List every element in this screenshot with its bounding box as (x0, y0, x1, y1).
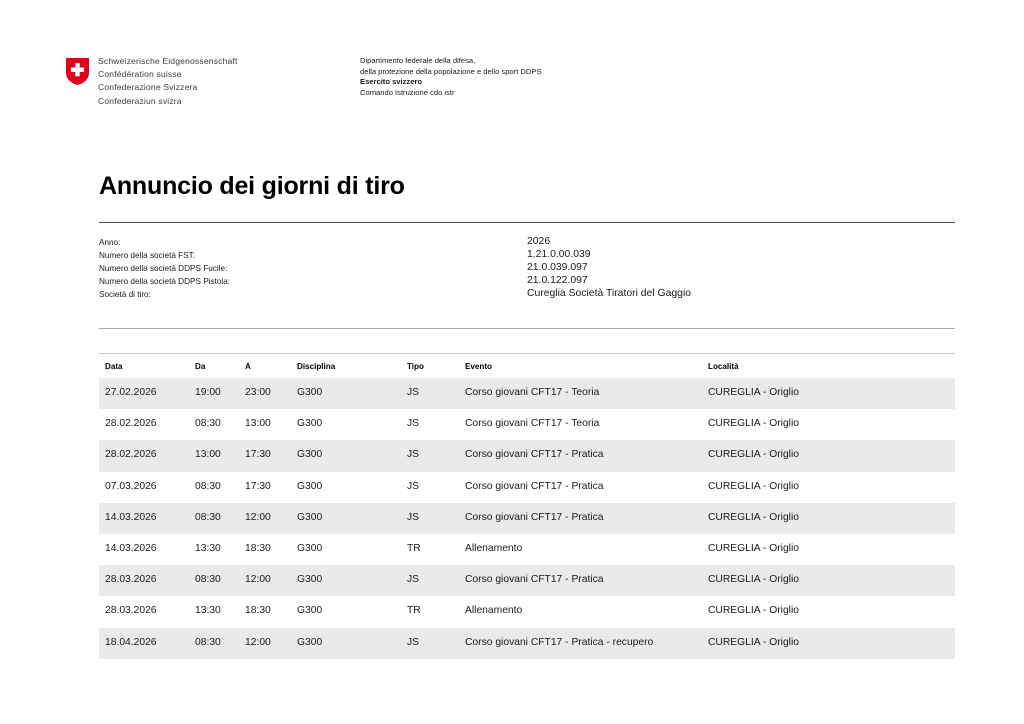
divider-bottom (99, 328, 955, 329)
cell-da: 19:00 (195, 387, 221, 398)
society-info-block (99, 236, 955, 301)
column-header-a: A (245, 362, 251, 371)
cell-evento: Corso giovani CFT17 - Pratica - recupero (465, 636, 654, 648)
confed-name-rm: Confederaziun svizra (98, 95, 182, 106)
meta-row (99, 288, 955, 301)
cell-tipo: JS (407, 418, 420, 430)
column-header-data: Data (105, 362, 123, 371)
meta-value-numero-ddps-fucile: 21.0.039.097 (527, 262, 588, 273)
cell-disciplina: G300 (297, 636, 323, 648)
confederation-names (98, 55, 238, 108)
cell-disciplina: G300 (297, 387, 323, 398)
cell-evento: Corso giovani CFT17 - Pratica (465, 574, 604, 586)
cell-tipo: JS (407, 387, 420, 398)
cell-disciplina: G300 (297, 542, 323, 554)
cell-a: 18:30 (245, 605, 271, 617)
cell-da: 08:30 (195, 636, 221, 648)
department-line-2: della protezione della popolazione e dello sport DDPS (360, 66, 542, 76)
cell-localita: CUREGLIA - Origlio (708, 449, 799, 461)
cell-da: 13:30 (195, 605, 221, 617)
cell-localita: CUREGLIA - Origlio (708, 636, 799, 648)
cell-da: 08:30 (195, 418, 221, 430)
meta-label-numero-ddps-pistola: Numero della società DDPS Pistola: (99, 277, 231, 286)
meta-label-numero-ddps-fucile: Numero della società DDPS Fucile: (99, 264, 228, 273)
cell-disciplina: G300 (297, 480, 323, 492)
cell-localita: CUREGLIA - Origlio (708, 418, 799, 430)
department-line-1: Dipartimento federale della difesa, (360, 56, 476, 65)
cell-data: 28.03.2026 (105, 574, 157, 586)
cell-a: 12:00 (245, 636, 271, 648)
confed-name-it: Confederazione Svizzera (98, 82, 198, 93)
department-line-4: Comando Istruzione cdo istr (360, 88, 455, 98)
table-row (99, 503, 955, 534)
cell-data: 27.02.2026 (105, 387, 157, 398)
cell-evento: Corso giovani CFT17 - Teoria (465, 418, 600, 430)
cell-a: 17:30 (245, 449, 271, 461)
table-row (99, 472, 955, 503)
cell-tipo: JS (407, 449, 420, 461)
cell-evento: Corso giovani CFT17 - Teoria (465, 387, 600, 398)
cell-tipo: TR (407, 605, 421, 617)
column-header-disciplina: Disciplina (297, 362, 336, 371)
table-row (99, 534, 955, 565)
table-row (99, 628, 955, 659)
cell-disciplina: G300 (297, 574, 323, 586)
cell-a: 18:30 (245, 542, 271, 554)
cell-da: 13:30 (195, 542, 221, 554)
letterhead (66, 55, 946, 115)
divider-top (99, 222, 955, 223)
cell-evento: Corso giovani CFT17 - Pratica (465, 480, 604, 492)
table-row (99, 565, 955, 596)
cell-data: 28.03.2026 (105, 605, 157, 617)
cell-evento: Allenamento (465, 605, 523, 617)
table-row (99, 409, 955, 440)
cell-data: 28.02.2026 (105, 449, 157, 461)
table-header-row (99, 353, 955, 378)
meta-value-numero-fst: 1.21.0.00.039 (527, 249, 591, 260)
swiss-coat-of-arms-icon (66, 58, 89, 85)
cell-data: 07.03.2026 (105, 480, 157, 492)
cell-a: 12:00 (245, 574, 271, 586)
cell-localita: CUREGLIA - Origlio (708, 511, 799, 523)
table-row (99, 440, 955, 471)
page-title: Annuncio dei giorni di tiro (99, 172, 405, 200)
cell-localita: CUREGLIA - Origlio (708, 542, 799, 554)
cell-localita: CUREGLIA - Origlio (708, 480, 799, 492)
meta-label-societa-di-tiro: Società di tiro: (99, 290, 151, 299)
table-row (99, 596, 955, 627)
confed-name-fr: Confédération suisse (98, 69, 182, 80)
cell-disciplina: G300 (297, 511, 323, 523)
cell-tipo: JS (407, 480, 420, 492)
meta-value-societa-di-tiro: Cureglia Società Tiratori del Gaggio (527, 288, 692, 299)
cell-a: 13:00 (245, 418, 271, 430)
cell-localita: CUREGLIA - Origlio (708, 574, 799, 586)
cell-da: 08:30 (195, 574, 221, 586)
table-row (99, 378, 955, 409)
shooting-days-table (99, 353, 955, 659)
cell-evento: Corso giovani CFT17 - Pratica (465, 511, 604, 523)
cell-disciplina: G300 (297, 418, 323, 430)
cell-a: 12:00 (245, 511, 271, 523)
department-line-3: Esercito svizzero (360, 77, 423, 87)
cell-evento: Allenamento (465, 542, 523, 554)
cell-disciplina: G300 (297, 605, 323, 617)
column-header-localita: Località (708, 362, 739, 371)
cell-data: 14.03.2026 (105, 511, 157, 523)
cell-a: 23:00 (245, 387, 271, 398)
meta-label-numero-fst: Numero della società FST: (99, 251, 196, 260)
cell-localita: CUREGLIA - Origlio (708, 387, 799, 398)
cell-data: 28.02.2026 (105, 418, 157, 430)
cell-tipo: JS (407, 636, 420, 648)
cell-evento: Corso giovani CFT17 - Pratica (465, 449, 604, 461)
cell-da: 13:00 (195, 449, 221, 461)
cell-da: 08:30 (195, 480, 221, 492)
meta-label-anno: Anno: (99, 238, 121, 247)
cell-tipo: JS (407, 511, 420, 523)
meta-value-numero-ddps-pistola: 21.0.122.097 (527, 275, 588, 286)
cell-tipo: TR (407, 542, 421, 554)
meta-value-anno: 2026 (527, 236, 551, 247)
cell-data: 14.03.2026 (105, 542, 157, 554)
department-block (360, 56, 542, 99)
cell-tipo: JS (407, 574, 420, 586)
column-header-evento: Evento (465, 362, 492, 371)
cell-da: 08:30 (195, 511, 221, 523)
cell-disciplina: G300 (297, 449, 323, 461)
column-header-tipo: Tipo (407, 362, 424, 371)
confed-name-de: Schweizerische Eidgenossenschaft (98, 56, 238, 66)
cell-a: 17:30 (245, 480, 271, 492)
column-header-da: Da (195, 362, 206, 371)
cell-localita: CUREGLIA - Origlio (708, 605, 799, 617)
cell-data: 18.04.2026 (105, 636, 157, 648)
